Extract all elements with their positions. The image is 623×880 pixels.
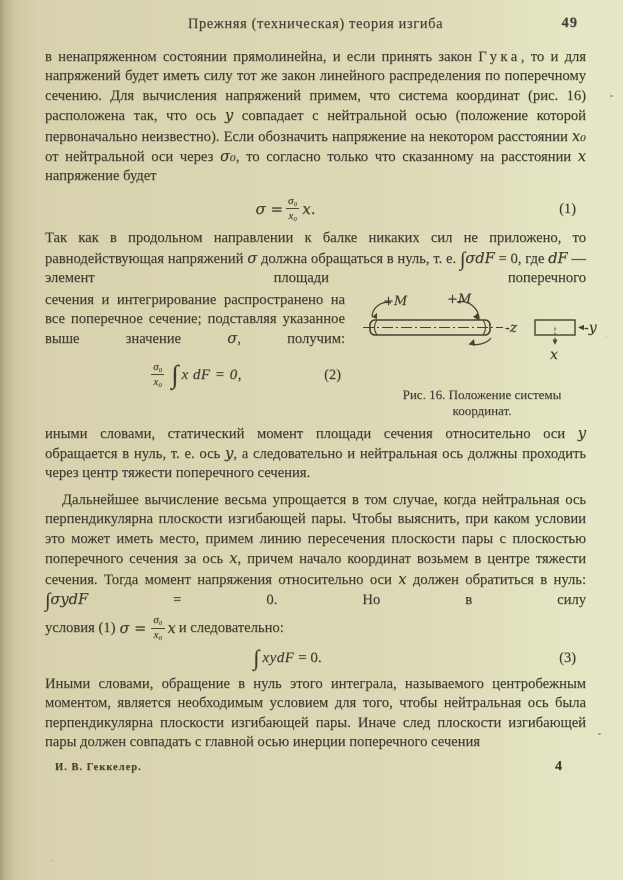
z-axis-label: -z xyxy=(505,319,518,336)
arrowhead xyxy=(473,313,479,320)
fraction-numerator: σ₀ xyxy=(151,362,164,376)
fraction-numerator: σ₀ xyxy=(286,196,299,210)
page-number: 49 xyxy=(561,15,578,31)
paragraph-2: Так как в продольном направлении к балке никаких сил не приложено, то равнодействующая напряжений σ должна обращаться в нуль, т. е. ∫σdF = 0, где dF — элемент площади поперечного xyxy=(45,230,586,287)
formula-2: $\frac{\text{σ₀}}{\text{x₀}}$ ∫ x dF = 0, (2) xyxy=(153,360,341,390)
running-header xyxy=(45,16,586,33)
inline-x: x xyxy=(167,620,176,638)
formula-3-eq: = 0. xyxy=(294,649,322,666)
figure-caption xyxy=(357,387,607,420)
inline-formula-line xyxy=(45,615,586,642)
fraction-denominator: x₀ xyxy=(288,209,298,222)
y-axis-label: -y xyxy=(584,319,597,336)
fraction-denominator: x₀ xyxy=(153,375,163,388)
inline-sigma: σ = xyxy=(119,620,147,638)
fraction-denominator: x₀ xyxy=(153,629,163,642)
moment-label-right: +M xyxy=(447,292,472,307)
beam-left-cap xyxy=(375,320,378,335)
fraction xyxy=(151,362,164,389)
paragraph-1: в ненапряженном состоянии прямолинейна, и если принять закон Гука, то и для напряжений будет иметь силу тот же закон линейного распределения по поперечному сечению. Для вычисления напряжений примем, что система координат (рис. 16) расположена так, что ось y совпадает с нейтральной осью (положение которой первоначально неизвестно). Если обозначить напряжение на некотором расстоянии x₀ от нейтральной оси через σ₀, то согласно только что сказанному на расстоянии x напряжение будет xyxy=(45,49,586,185)
page-footer xyxy=(45,753,586,775)
equation-number-2: (2) xyxy=(324,366,341,383)
fraction xyxy=(286,196,299,223)
paragraph-3: иными словами, статический момент площади сечения относительно оси y обращается в нуль, т. е. ось y, а следовательно и нейтральная ось должны проходить через центр тяжести поперечного сечения. xyxy=(45,424,586,482)
formula-3-vars: xydF xyxy=(262,649,295,666)
formula-3: ∫ xydF = 0. (3) xyxy=(253,645,576,671)
inline-post: и следовательно: xyxy=(178,620,284,637)
inline-pre: условия (1) xyxy=(45,620,116,637)
chapter-title: Прежняя (техническая) теория изгиба xyxy=(187,16,444,32)
fraction-numerator: σ₀ xyxy=(151,615,164,629)
x-axis-label: x xyxy=(550,346,558,363)
fraction xyxy=(151,615,164,642)
arrowhead xyxy=(469,339,475,346)
arrowhead xyxy=(553,339,558,345)
paragraph-2-continued: сечения и интегрирование распространено на все поперечное сечение; подставляя указанное выше значение σ, получим: xyxy=(45,291,346,348)
beam-diagram xyxy=(357,293,607,379)
text-figure-section xyxy=(45,291,597,420)
formula-1-rhs: x. xyxy=(302,200,316,219)
left-column xyxy=(45,291,345,420)
figure-caption-line2: координат. xyxy=(452,403,512,419)
formula-2-body: x dF = 0, xyxy=(181,366,242,383)
formula-1 xyxy=(45,194,576,223)
equation-number-3: (3) xyxy=(559,649,576,666)
equation-number-1: (1) xyxy=(559,200,576,217)
figure-16 xyxy=(345,291,607,420)
formula-1-lhs: σ = xyxy=(255,200,284,219)
footer-author-signature: И. В. Геккелер. xyxy=(55,761,142,773)
moment-label-left: +M xyxy=(383,293,408,309)
paragraph-5: Иными словами, обращение в нуль этого интеграла, называемого центробежным моментом, является необходимым условием для того, чтобы нейтральная ось была перпендикулярна плоскости изгибающей пары. Иначе след плоскости изгибающей пары должен совпадать с главной осью инерции поперечного сечения xyxy=(45,675,586,751)
figure-caption-line1: Рис. 16. Положение системы xyxy=(402,386,562,402)
paragraph-4: Дальнейшее вычисление весьма упрощается в том случае, когда нейтральная ось перпендикулярна плоскости изгибающей пары. Чтобы выяснить, при каком условии это может иметь место, примем линию пересечения плоскости пары с плоскостью поперечного сечения за ось x, причем начало координат возьмем в центре тяжести сечения. Тогда момент напряжения относительно оси x должен обратиться в нуль: ∫σydF = 0. Но в силу xyxy=(45,491,586,612)
signature-sheet-number: 4 xyxy=(555,758,562,774)
